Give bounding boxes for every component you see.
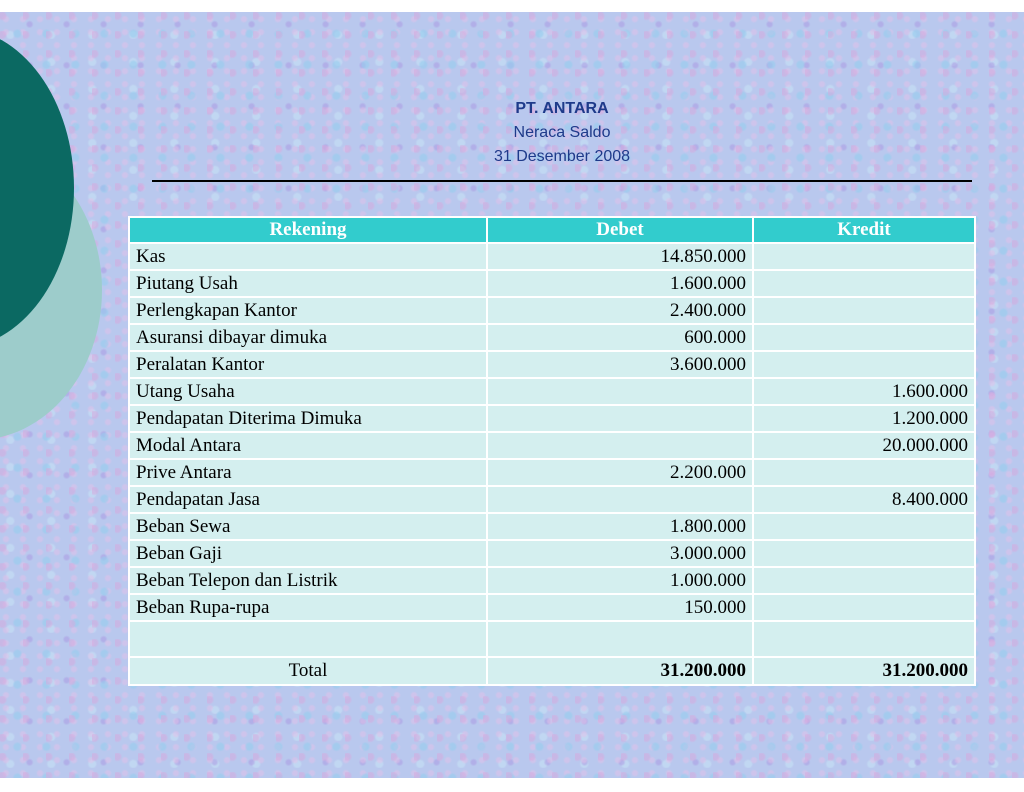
account-cell: Prive Antara — [130, 460, 486, 485]
credit-cell — [754, 568, 974, 593]
slide — [0, 12, 1024, 778]
blank-cell — [130, 622, 486, 656]
table-row — [130, 460, 974, 485]
report-header — [462, 97, 662, 169]
debit-cell: 1.000.000 — [488, 568, 752, 593]
credit-cell: 1.600.000 — [754, 379, 974, 404]
debit-cell: 1.600.000 — [488, 271, 752, 296]
debit-cell: 3.000.000 — [488, 541, 752, 566]
account-cell: Beban Sewa — [130, 514, 486, 539]
table-row — [130, 541, 974, 566]
column-header-credit: Kredit — [754, 218, 974, 242]
table-header-row — [130, 218, 974, 242]
credit-cell — [754, 271, 974, 296]
account-cell: Peralatan Kantor — [130, 352, 486, 377]
account-cell: Asuransi dibayar dimuka — [130, 325, 486, 350]
account-cell: Modal Antara — [130, 433, 486, 458]
account-cell: Perlengkapan Kantor — [130, 298, 486, 323]
credit-cell — [754, 352, 974, 377]
debit-cell: 150.000 — [488, 595, 752, 620]
credit-cell — [754, 298, 974, 323]
table-row — [130, 595, 974, 620]
table-row — [130, 244, 974, 269]
debit-cell: 3.600.000 — [488, 352, 752, 377]
table-row — [130, 568, 974, 593]
column-header-debit: Debet — [488, 218, 752, 242]
table-row — [130, 514, 974, 539]
account-cell: Pendapatan Jasa — [130, 487, 486, 512]
blank-row — [130, 622, 974, 656]
table-row — [130, 379, 974, 404]
credit-cell — [754, 514, 974, 539]
account-cell: Kas — [130, 244, 486, 269]
table-row — [130, 271, 974, 296]
table-row — [130, 433, 974, 458]
credit-cell: 8.400.000 — [754, 487, 974, 512]
account-cell: Piutang Usah — [130, 271, 486, 296]
blank-cell — [488, 622, 752, 656]
header-divider — [152, 180, 972, 182]
trial-balance-table — [128, 216, 976, 686]
account-cell: Beban Gaji — [130, 541, 486, 566]
table-row — [130, 487, 974, 512]
total-row — [130, 658, 974, 684]
debit-cell: 2.400.000 — [488, 298, 752, 323]
column-header-account: Rekening — [130, 218, 486, 242]
debit-cell: 600.000 — [488, 325, 752, 350]
table-row — [130, 406, 974, 431]
report-date: 31 Desember 2008 — [493, 148, 631, 165]
debit-cell — [488, 487, 752, 512]
account-cell: Beban Rupa-rupa — [130, 595, 486, 620]
company-name: PT. ANTARA — [515, 100, 609, 117]
credit-cell — [754, 325, 974, 350]
debit-cell — [488, 433, 752, 458]
debit-cell: 2.200.000 — [488, 460, 752, 485]
total-debit: 31.200.000 — [488, 658, 752, 684]
blank-cell — [754, 622, 974, 656]
credit-cell: 20.000.000 — [754, 433, 974, 458]
total-credit: 31.200.000 — [754, 658, 974, 684]
debit-cell — [488, 406, 752, 431]
credit-cell — [754, 460, 974, 485]
report-title: Neraca Saldo — [513, 124, 611, 141]
credit-cell — [754, 244, 974, 269]
account-cell: Pendapatan Diterima Dimuka — [130, 406, 486, 431]
debit-cell: 14.850.000 — [488, 244, 752, 269]
account-cell: Beban Telepon dan Listrik — [130, 568, 486, 593]
table-row — [130, 298, 974, 323]
credit-cell — [754, 541, 974, 566]
account-cell: Utang Usaha — [130, 379, 486, 404]
table-row — [130, 352, 974, 377]
table-row — [130, 325, 974, 350]
debit-cell: 1.800.000 — [488, 514, 752, 539]
credit-cell — [754, 595, 974, 620]
credit-cell: 1.200.000 — [754, 406, 974, 431]
total-label: Total — [130, 658, 486, 684]
debit-cell — [488, 379, 752, 404]
